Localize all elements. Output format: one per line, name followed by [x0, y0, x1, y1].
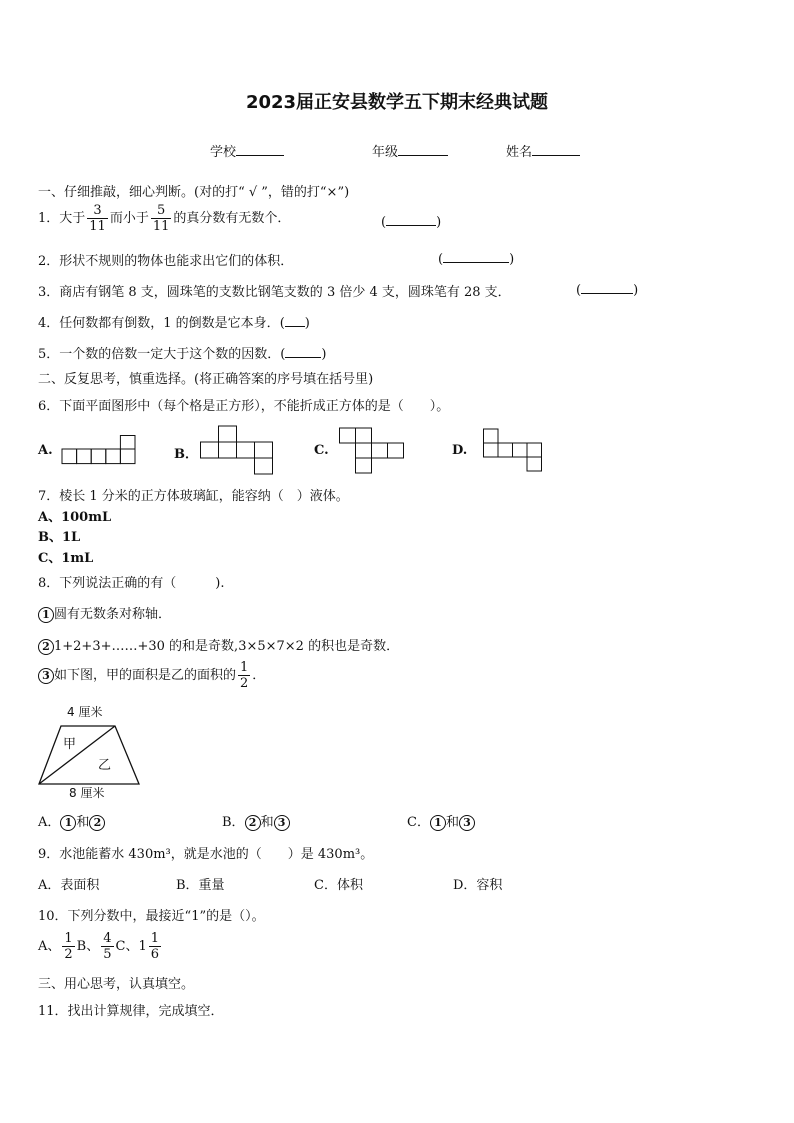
- frac-num: 5: [151, 203, 172, 219]
- grade-label: 年级: [372, 145, 399, 160]
- q8-statement-1: 1 圆有无数条对称轴．: [38, 603, 171, 623]
- section-3-heading: 三、用心思考，认真填空。: [38, 977, 195, 992]
- name-blank[interactable]: [532, 143, 580, 156]
- q8-statement-3: 3 如下图，甲的面积是乙的面积的 $\frac{1}{2}$ ．: [38, 660, 265, 691]
- q7-option-c[interactable]: C、1mL: [38, 551, 94, 566]
- trapezoid-yi-label: 乙: [98, 758, 112, 773]
- q10-options: [38, 931, 163, 962]
- q8-option-b[interactable]: B． 2 和 3: [222, 811, 290, 831]
- question-1: [38, 203, 290, 234]
- q10-option-b[interactable]: B、 $\frac{4}{5}$: [76, 931, 112, 962]
- q6-option-a-label[interactable]: A.: [38, 443, 53, 458]
- section-2-heading: 二、反复思考，慎重选择。(将正确答案的序号填在括号里): [38, 372, 374, 387]
- q7-option-a[interactable]: A、100mL: [38, 510, 112, 525]
- q9-option-a[interactable]: A．表面积: [38, 878, 100, 893]
- q8-option-a[interactable]: A． 1 和 2: [38, 811, 105, 831]
- q2-answer-box[interactable]: ( ): [438, 252, 515, 267]
- trapezoid-bottom-label: 8 厘米: [69, 786, 105, 800]
- fraction-3-11: [87, 203, 108, 234]
- question-4: [38, 312, 310, 331]
- trapezoid-top-label: 4 厘米: [67, 705, 103, 719]
- circled-number: 1: [430, 815, 446, 831]
- circled-number: 2: [89, 815, 105, 831]
- q1-text-pre: 1．大于: [38, 211, 86, 226]
- circled-number: 3: [274, 815, 290, 831]
- question-9: 9．水池能蓄水 430m³，就是水池的（ ）是 430m³。: [38, 847, 374, 862]
- q10-option-c[interactable]: C、1 $\frac{1}{6}$: [115, 931, 160, 962]
- question-2: 2．形状不规则的物体也能求出它们的体积．: [38, 254, 294, 269]
- grade-field[interactable]: [372, 141, 448, 160]
- q9-option-c[interactable]: C．体积: [314, 878, 363, 893]
- question-7: 7．棱长 1 分米的正方体玻璃缸，能容纳（ ）液体。: [38, 489, 349, 504]
- circled-number: 1: [60, 815, 76, 831]
- trapezoid-jia-label: 甲: [63, 737, 77, 752]
- circled-number: 3: [459, 815, 475, 831]
- q7-option-b[interactable]: B、1L: [38, 530, 81, 545]
- q8-option-c[interactable]: C． 1 和 3: [407, 811, 475, 831]
- q4-text: 4．任何数都有倒数，1 的倒数是它本身．: [38, 316, 280, 331]
- q1-text-post: 的真分数有无数个．: [173, 211, 291, 226]
- question-8: 8．下列说法正确的有（ ).: [38, 576, 225, 591]
- question-11: 11．找出计算规律，完成填空．: [38, 1004, 224, 1019]
- name-label: 姓名: [506, 145, 533, 160]
- q3-answer-box[interactable]: ( ): [576, 283, 639, 298]
- q1-answer-box[interactable]: ( ): [381, 215, 442, 230]
- question-6: 6．下面平面图形中（每个格是正方形），不能折成正方体的是（ ）。: [38, 399, 450, 414]
- trapezoid-figure: [36, 721, 142, 787]
- q6-net-c[interactable]: [339, 427, 405, 475]
- fraction-1-2: $\frac{1}{2}$: [240, 660, 249, 691]
- q9-option-b[interactable]: B．重量: [176, 878, 225, 893]
- q5-text: 5．一个数的倍数一定大于这个数的因数．: [38, 347, 281, 362]
- fraction-5-11: [151, 203, 172, 234]
- q8-statement-2: 2 1+2+3+……+30 的和是奇数,3×5×7×2 的积也是奇数．: [38, 635, 399, 655]
- q6-net-b[interactable]: [200, 425, 276, 475]
- question-5: [38, 343, 326, 362]
- q10-option-a[interactable]: A、 $\frac{1}{2}$: [38, 931, 73, 962]
- school-field[interactable]: [210, 141, 284, 160]
- circled-number: 1: [38, 607, 54, 623]
- school-label: 学校: [210, 145, 237, 160]
- q6-net-d[interactable]: [483, 428, 545, 474]
- circled-number: 2: [38, 639, 54, 655]
- q6-option-b-label[interactable]: B．: [174, 447, 198, 462]
- q4-answer-box[interactable]: ( ): [279, 316, 310, 331]
- frac-num: 3: [87, 203, 108, 219]
- q5-answer-box[interactable]: ( ): [280, 347, 327, 362]
- frac-den: 11: [89, 219, 106, 234]
- school-blank[interactable]: [236, 143, 284, 156]
- question-3: 3．商店有钢笔 8 支，圆珠笔的支数比钢笔支数的 3 倍少 4 支，圆珠笔有 28 支．: [38, 285, 511, 300]
- q6-option-d-label[interactable]: D.: [452, 443, 468, 458]
- q6-net-a[interactable]: [61, 435, 137, 465]
- q9-option-d[interactable]: D．容积: [453, 878, 503, 893]
- question-10: 10．下列分数中，最接近“1”的是（）。: [38, 909, 265, 924]
- q1-text-mid: 而小于: [109, 211, 149, 226]
- circled-number: 2: [245, 815, 261, 831]
- circled-number: 3: [38, 668, 54, 684]
- grade-blank[interactable]: [398, 143, 448, 156]
- q6-option-c-label[interactable]: C.: [314, 443, 329, 458]
- section-1-heading: 一、仔细推敲，细心判断。(对的打“ √ ”，错的打“×”): [38, 185, 350, 200]
- page-title: 2023届正安县数学五下期末经典试题: [245, 92, 549, 113]
- frac-den: 11: [152, 219, 170, 234]
- name-field[interactable]: [506, 141, 580, 160]
